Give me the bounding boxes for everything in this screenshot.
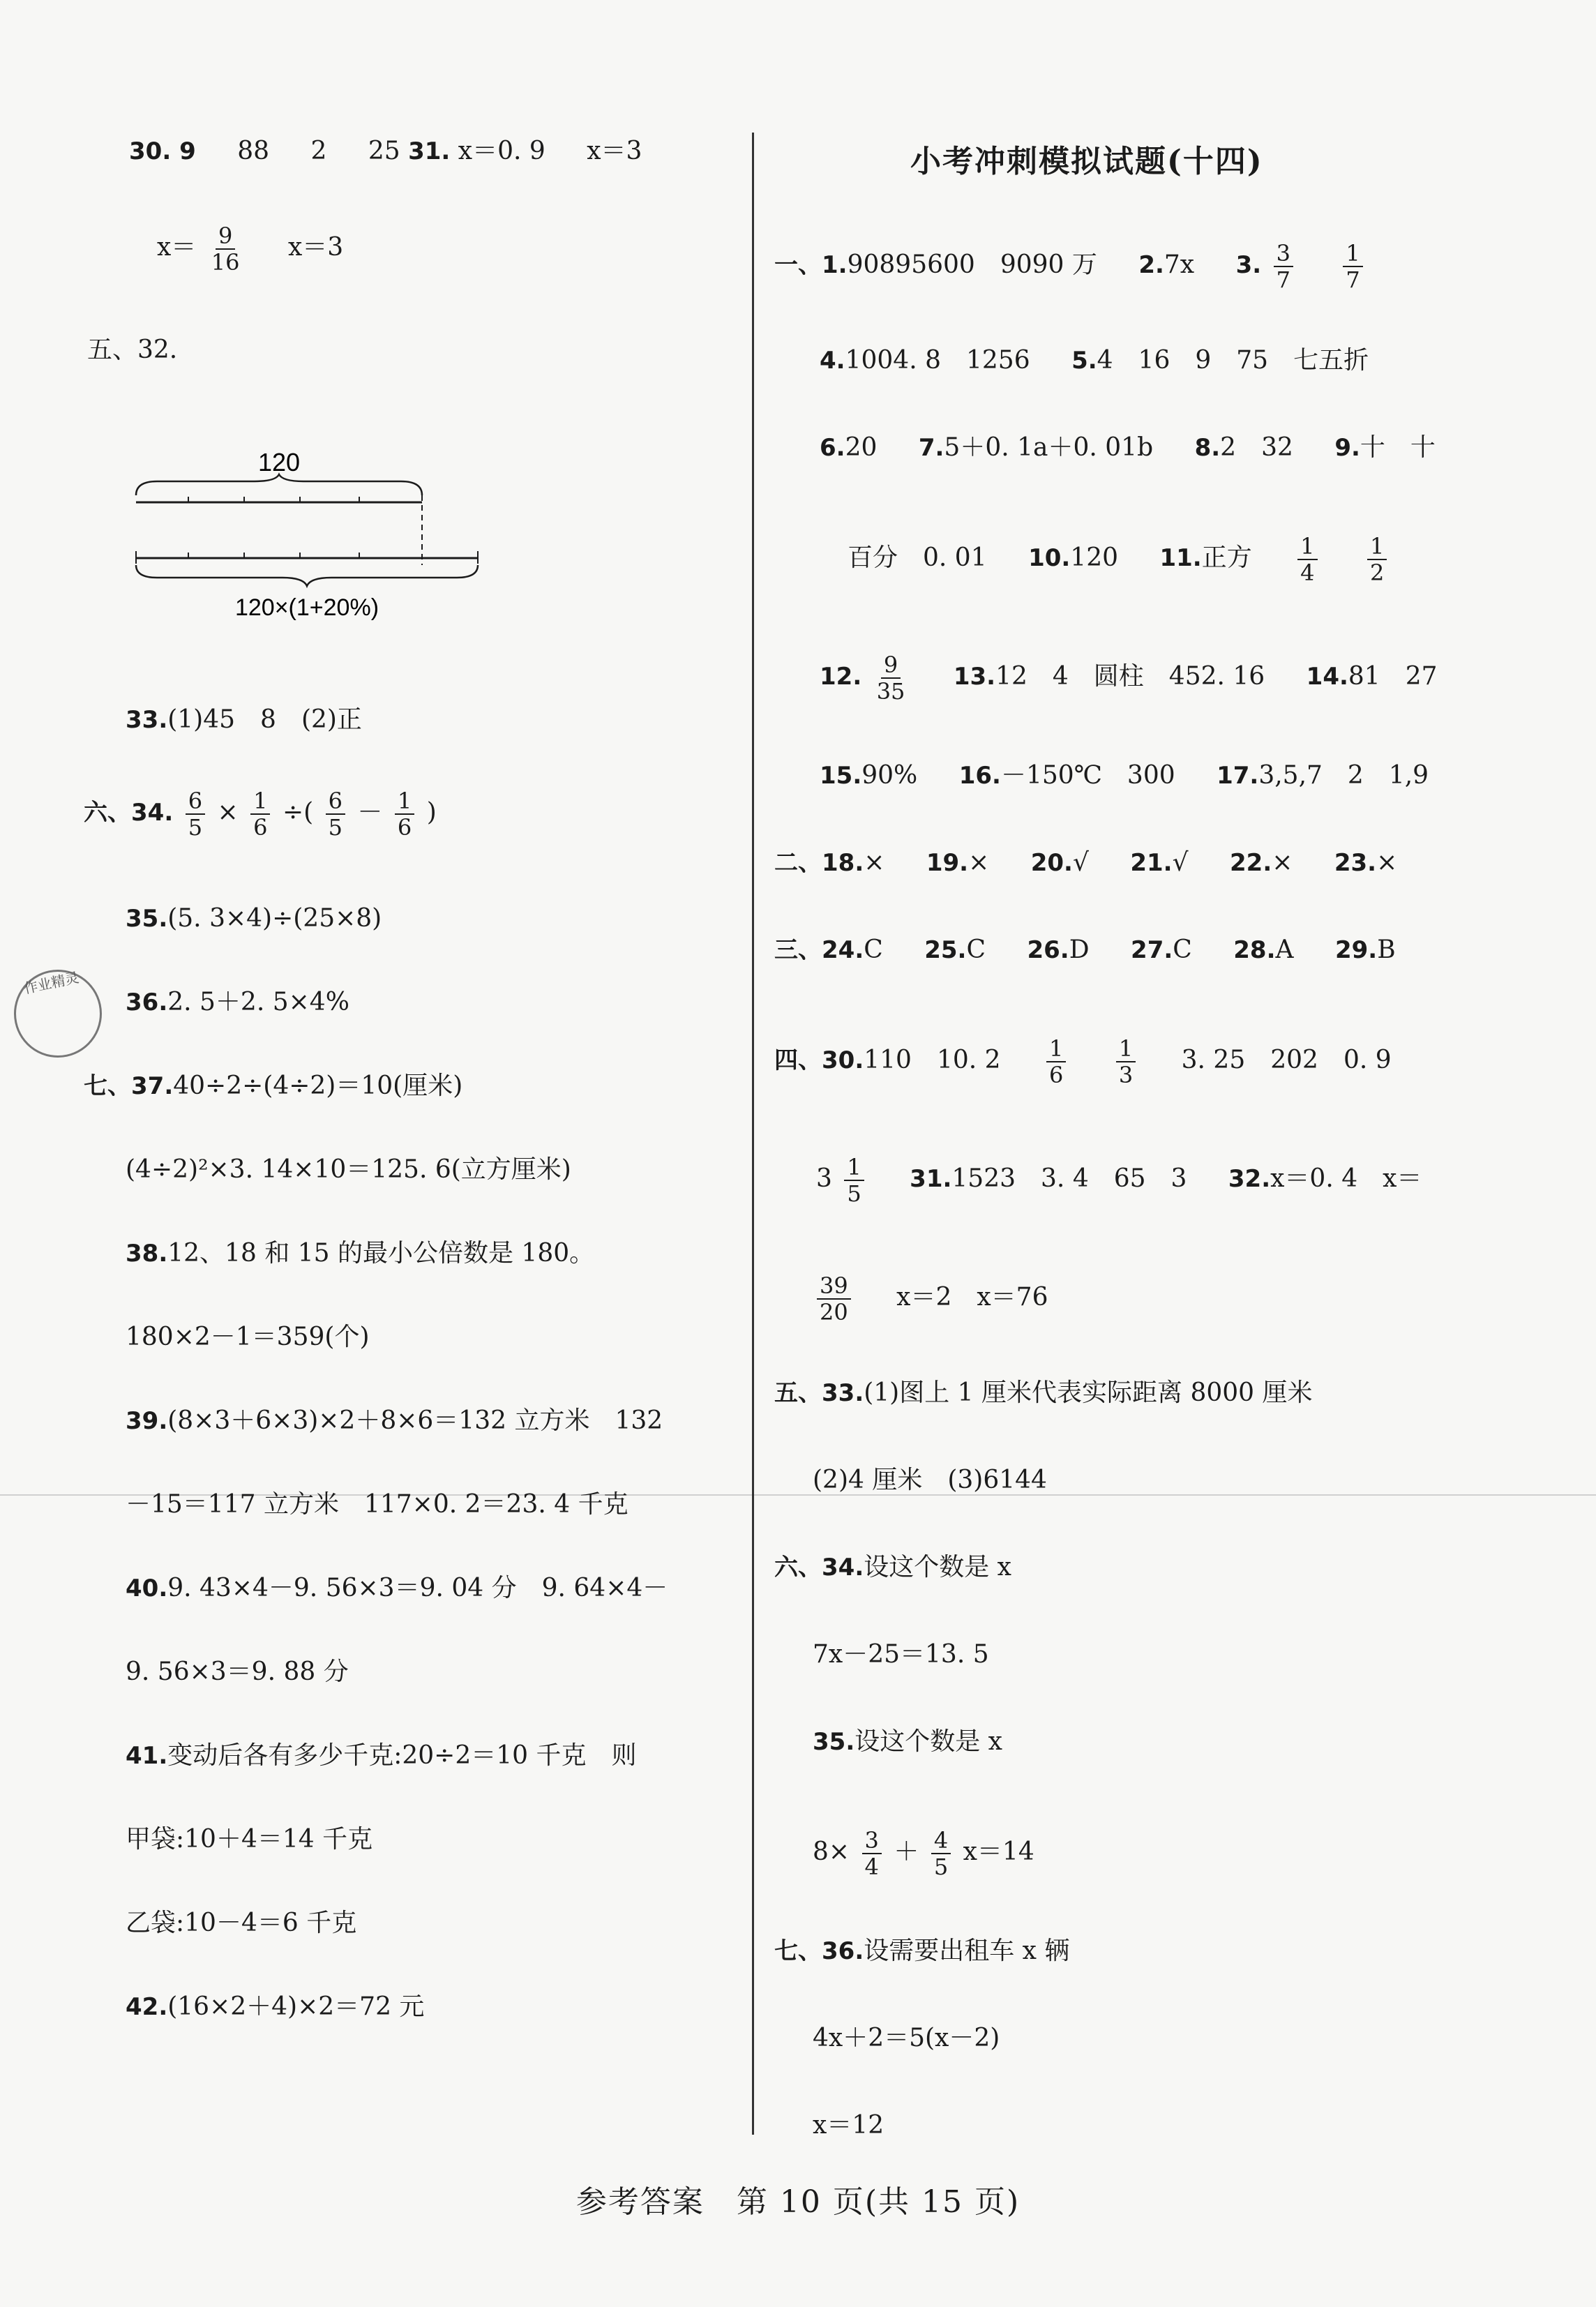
text: D — [1069, 935, 1090, 964]
item-num: 21. — [1130, 849, 1173, 877]
answer-r5 — [820, 652, 1438, 704]
answer-r7 — [774, 848, 1397, 878]
fraction — [874, 652, 908, 704]
fraction — [1297, 534, 1317, 585]
text: 120 — [1070, 543, 1119, 572]
item-num: 30. 9 — [129, 137, 196, 165]
text: 4x＋2＝5(x－2) — [813, 2024, 1000, 2052]
text: x＝0. 9 — [458, 137, 545, 165]
denominator: 4 — [864, 1854, 879, 1880]
text: 设需要出租车 x 辆 — [864, 1937, 1070, 1965]
fraction — [862, 1828, 882, 1879]
item-num: 13. — [953, 663, 996, 691]
fraction — [209, 223, 243, 275]
answer-r13 — [813, 1465, 1047, 1496]
answer-r8 — [774, 935, 1396, 965]
answer-33 — [126, 705, 362, 735]
item-num: 23. — [1334, 849, 1377, 877]
numerator: 1 — [1116, 1036, 1136, 1062]
fraction — [1367, 534, 1387, 585]
item-num: 35. — [813, 1728, 855, 1756]
item-num: 25. — [924, 936, 967, 964]
answer-36 — [126, 987, 349, 1018]
numerator: 1 — [1046, 1036, 1066, 1062]
item-num: 3. — [1235, 251, 1262, 279]
stamp-text: 作业精灵 — [22, 968, 81, 998]
item-num: 六、34. — [84, 799, 174, 827]
text: (2)4 厘米 (3)6144 — [813, 1466, 1047, 1494]
text: C — [1173, 935, 1192, 964]
text: 3,5,7 2 1,9 — [1258, 761, 1429, 790]
text: × — [864, 848, 885, 877]
denominator: 7 — [1346, 266, 1360, 293]
numerator: 4 — [931, 1828, 951, 1854]
denominator: 3 — [1118, 1062, 1134, 1088]
answer-31-cont — [157, 223, 343, 275]
item-num: 三、24. — [774, 936, 864, 964]
text: 设这个数是 x — [864, 1553, 1011, 1581]
item-num: 二、18. — [774, 849, 864, 877]
text: 百分 0. 01 — [848, 543, 987, 572]
fraction — [326, 788, 345, 840]
answer-r1 — [774, 241, 1367, 292]
text: 8× — [813, 1838, 850, 1866]
numerator: 3 — [1274, 241, 1293, 267]
text: 1523 3. 4 65 3 — [951, 1164, 1187, 1193]
item-num: 7. — [918, 434, 944, 462]
item-num: 12. — [820, 663, 862, 691]
answer-40 — [126, 1573, 668, 1604]
numerator: 3 — [862, 1828, 882, 1854]
numerator: 1 — [844, 1155, 864, 1181]
text: 7x－25＝13. 5 — [813, 1640, 989, 1669]
text: (8×3＋6×3)×2＋8×6＝132 立方米 132 — [167, 1406, 663, 1435]
item-num: 40. — [126, 1575, 168, 1602]
answer-38 — [126, 1238, 594, 1269]
answer-r2 — [820, 345, 1369, 376]
fraction — [817, 1273, 851, 1325]
text: × — [217, 798, 239, 827]
text: x＝2 x＝76 — [896, 1283, 1048, 1312]
item-num: 27. — [1131, 936, 1173, 964]
text: × — [1272, 848, 1293, 877]
fraction — [931, 1828, 951, 1879]
text: ＋ — [894, 1838, 919, 1866]
item-num: 38. — [126, 1240, 168, 1268]
denominator: 4 — [1300, 559, 1315, 586]
answer-r9 — [774, 1036, 1392, 1088]
item-num: 11. — [1159, 544, 1202, 572]
text: 81 27 — [1348, 662, 1438, 691]
bottom-brace — [136, 565, 478, 586]
item-num: 28. — [1233, 936, 1276, 964]
fraction — [844, 1155, 864, 1206]
denominator: 5 — [933, 1854, 949, 1880]
answer-r19 — [813, 2023, 1000, 2054]
answer-41 — [126, 1741, 637, 1771]
answer-r17 — [813, 1828, 1034, 1879]
text: (4÷2)²×3. 14×10＝125. 6(立方厘米) — [126, 1155, 571, 1184]
fraction — [1274, 241, 1293, 292]
item-num: 七、37. — [84, 1072, 174, 1100]
text: (1)45 8 (2)正 — [167, 705, 362, 734]
text: ) — [426, 798, 437, 827]
text: ÷( — [282, 798, 314, 827]
fraction — [1046, 1036, 1066, 1088]
numerator: 1 — [250, 788, 270, 815]
item-num: 19. — [926, 849, 969, 877]
numerator: 1 — [1343, 241, 1362, 267]
denominator: 6 — [253, 814, 268, 841]
item-num: 15. — [820, 762, 862, 790]
segment-diagram — [129, 439, 492, 628]
item-num: 16. — [958, 762, 1001, 790]
text: 40÷2÷(4÷2)＝10(厘米) — [173, 1072, 463, 1100]
item-num: 10. — [1028, 544, 1071, 572]
text: 12 4 圆柱 452. 16 — [995, 662, 1265, 691]
text: 9. 56×3＝9. 88 分 — [126, 1658, 349, 1686]
answer-41-cont-1 — [126, 1824, 372, 1855]
text: x＝3 — [287, 233, 344, 262]
answer-r20 — [813, 2110, 884, 2141]
left-column — [77, 0, 746, 2232]
denominator: 5 — [328, 814, 342, 841]
text: x＝12 — [813, 2111, 884, 2140]
item-num: 四、30. — [774, 1046, 864, 1074]
answer-35 — [126, 903, 382, 934]
top-brace — [136, 474, 422, 495]
answer-40-cont — [126, 1657, 349, 1688]
numerator: 39 — [817, 1273, 851, 1300]
section-title: 小考冲刺模拟试题(十四) — [910, 144, 1263, 179]
text: 12、18 和 15 的最小公倍数是 180。 — [167, 1239, 595, 1268]
column-divider — [752, 133, 754, 2135]
answer-r15 — [813, 1639, 989, 1670]
item-num: 六、34. — [774, 1554, 864, 1581]
text: x＝0. 4 x＝ — [1270, 1164, 1422, 1193]
answer-39-cont — [126, 1489, 628, 1520]
item-num: 17. — [1217, 762, 1259, 790]
item-num: 39. — [126, 1407, 168, 1435]
answer-r16 — [813, 1727, 1002, 1757]
text: (16×2＋4)×2＝72 元 — [167, 1992, 425, 2021]
text: (5. 3×4)÷(25×8) — [167, 904, 382, 933]
text: x＝ — [157, 233, 197, 262]
text: 甲袋:10＋4＝14 千克 — [126, 1825, 373, 1854]
denominator: 35 — [876, 678, 905, 705]
answer-r18 — [774, 1936, 1069, 1967]
answer-39 — [126, 1406, 663, 1436]
item-num: 5. — [1071, 347, 1097, 375]
answer-r6 — [820, 760, 1429, 791]
numerator: 9 — [881, 652, 901, 679]
answer-38-cont — [126, 1322, 370, 1353]
text: × — [1376, 848, 1398, 877]
item-num: 35. — [126, 905, 168, 933]
denominator: 20 — [820, 1299, 848, 1325]
text: C — [864, 935, 883, 964]
text: × — [968, 848, 990, 877]
text: 1004. 8 1256 — [845, 346, 1030, 375]
numerator: 1 — [395, 788, 414, 815]
text: 设这个数是 x — [855, 1727, 1002, 1756]
answer-r12 — [774, 1378, 1313, 1408]
item-num: 2. — [1138, 251, 1164, 279]
item-num: 9. — [1334, 434, 1360, 462]
text: 90895600 9090 万 — [847, 250, 1097, 279]
item-num: 29. — [1334, 936, 1378, 964]
page-footer: 参考答案 第 10 页(共 15 页) — [575, 2184, 1021, 2220]
text: 4 16 9 75 七五折 — [1097, 346, 1369, 375]
text: 变动后各有多少千克:20÷2＝10 千克 则 — [167, 1741, 637, 1770]
numerator: 1 — [1367, 534, 1387, 560]
answer-r10 — [816, 1155, 1422, 1206]
item-num: 20. — [1030, 849, 1073, 877]
item-num: 42. — [126, 1993, 168, 2021]
answer-42 — [126, 1992, 424, 2022]
numerator: 6 — [326, 788, 345, 815]
text: 7x — [1164, 250, 1195, 279]
text: 五、32. — [87, 336, 178, 364]
text: 2 — [310, 137, 327, 165]
text: 乙袋:10－4＝6 千克 — [126, 1909, 357, 1937]
answer-37 — [84, 1071, 462, 1102]
item-num: 14. — [1306, 663, 1348, 691]
numerator: 9 — [216, 223, 235, 250]
answer-r4 — [848, 534, 1391, 585]
text: －150℃ 300 — [1000, 761, 1175, 790]
answer-37-cont — [126, 1155, 571, 1185]
answer-34 — [84, 788, 437, 840]
text: √ — [1072, 848, 1089, 877]
text: B — [1377, 935, 1396, 964]
item-num: 41. — [126, 1742, 168, 1770]
text: √ — [1172, 848, 1189, 877]
text: 正方 — [1201, 543, 1252, 572]
answer-r11 — [813, 1273, 1048, 1325]
item-num: 31. — [910, 1165, 952, 1193]
item-num: 33. — [126, 706, 168, 734]
text: － — [357, 798, 383, 827]
text: 180×2－1＝359(个) — [126, 1323, 370, 1351]
item-num: 五、33. — [774, 1379, 864, 1407]
item-num: 七、36. — [774, 1937, 864, 1965]
denominator: 2 — [1369, 559, 1385, 586]
denominator: 6 — [1049, 1062, 1064, 1088]
item-num: 8. — [1194, 434, 1221, 462]
fraction — [1343, 241, 1362, 292]
text: 110 10. 2 — [864, 1046, 1001, 1074]
item-num: 32. — [1228, 1165, 1271, 1193]
text: 3. 25 202 0. 9 — [1181, 1046, 1392, 1074]
denominator: 5 — [847, 1180, 861, 1207]
denominator: 7 — [1276, 266, 1290, 293]
answer-30-31 — [129, 136, 642, 167]
denominator: 6 — [397, 814, 412, 841]
diagram-bottom-label: 120×(1+20%) — [234, 594, 379, 621]
answer-r14 — [774, 1552, 1011, 1583]
section-5-32 — [87, 335, 177, 366]
text: 20 — [845, 433, 878, 462]
item-num: 26. — [1027, 936, 1069, 964]
text: A — [1275, 935, 1294, 964]
text: x＝14 — [963, 1838, 1034, 1866]
text: 3 — [816, 1164, 832, 1193]
numerator: 6 — [186, 788, 205, 815]
text: 5＋0. 1a＋0. 01b — [944, 433, 1154, 462]
item-num: 36. — [126, 989, 168, 1016]
text: －15＝117 立方米 117×0. 2＝23. 4 千克 — [126, 1490, 628, 1519]
diagram-top-label: 120 — [257, 448, 301, 476]
text: 25 — [368, 137, 400, 165]
fraction — [186, 788, 205, 840]
text: 88 — [237, 137, 269, 165]
text: C — [966, 935, 986, 964]
item-num: 一、1. — [774, 251, 848, 279]
text: x＝3 — [587, 137, 642, 165]
text: 十 十 — [1360, 433, 1436, 462]
text: 90% — [861, 761, 918, 790]
fraction — [395, 788, 414, 840]
item-num: 31. — [408, 137, 451, 165]
text: 2. 5＋2. 5×4% — [167, 988, 349, 1016]
denominator: 5 — [188, 814, 203, 841]
text: 2 32 — [1220, 433, 1293, 462]
denominator: 16 — [211, 249, 240, 276]
item-num: 6. — [820, 434, 845, 462]
right-column — [771, 0, 1538, 2232]
text: 9. 43×4－9. 56×3＝9. 04 分 9. 64×4－ — [167, 1574, 668, 1602]
text: (1)图上 1 厘米代表实际距离 8000 厘米 — [864, 1378, 1313, 1407]
answer-r3 — [820, 433, 1436, 463]
answer-41-cont-2 — [126, 1908, 356, 1939]
numerator: 1 — [1297, 534, 1317, 560]
item-num: 22. — [1230, 849, 1272, 877]
fraction — [250, 788, 270, 840]
fraction — [1116, 1036, 1136, 1088]
item-num: 4. — [820, 347, 845, 375]
